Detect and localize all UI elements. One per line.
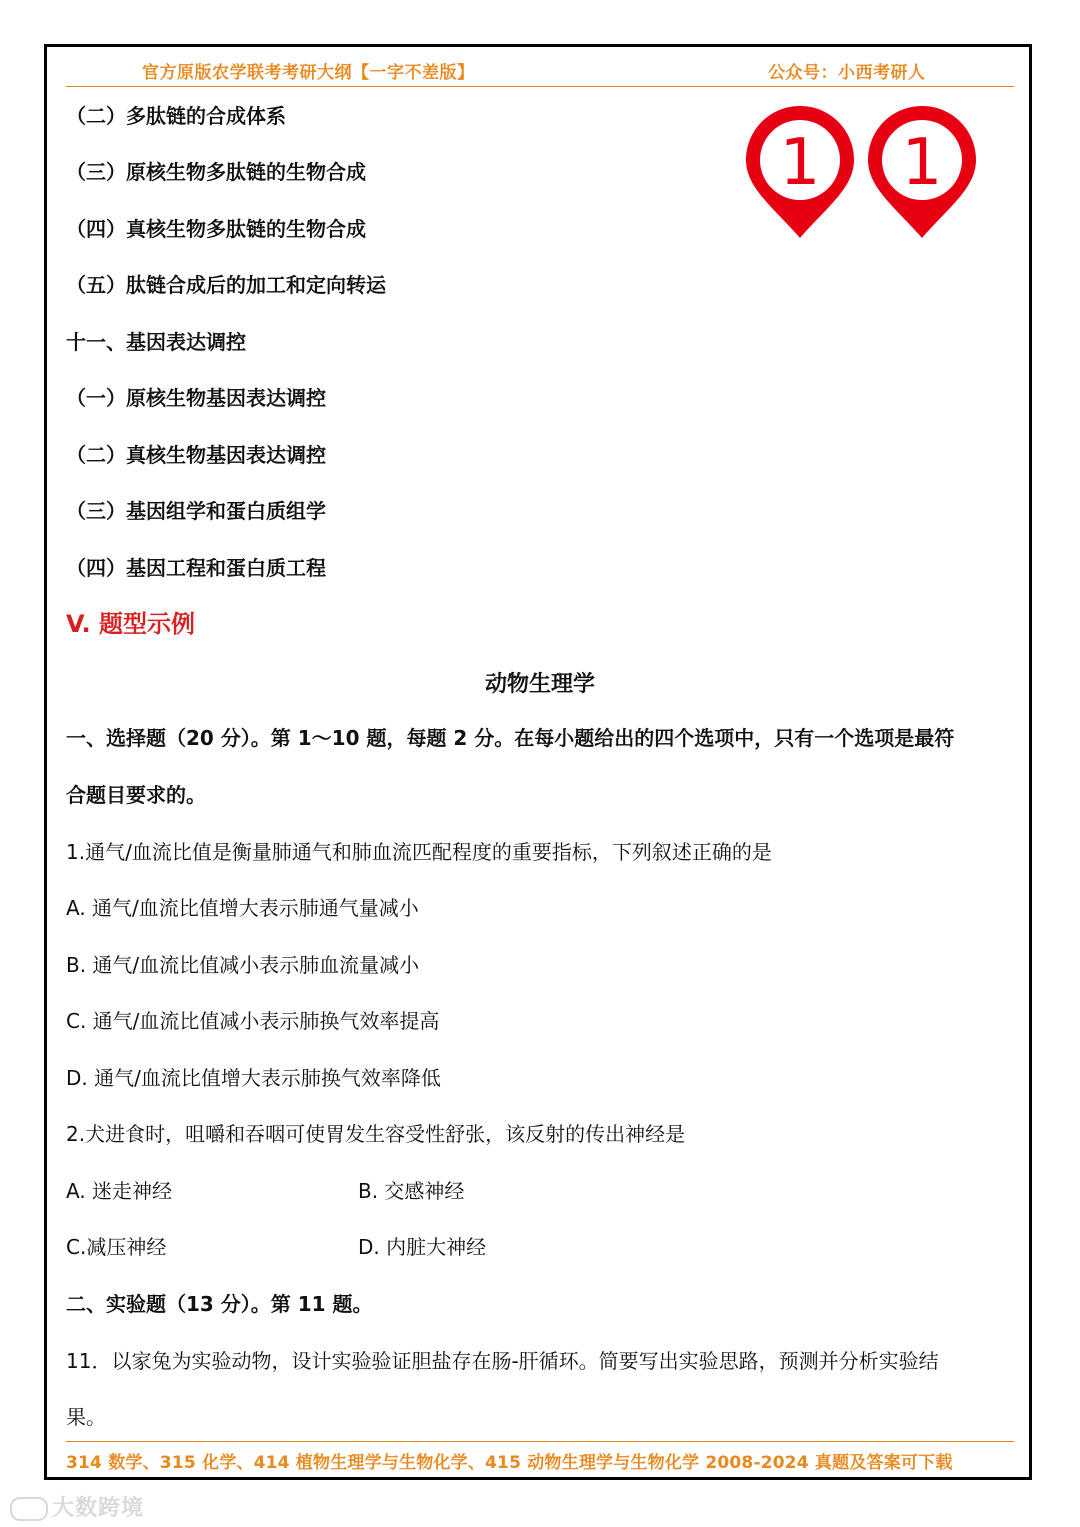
question-stem-cont: 果。 [66, 1405, 106, 1429]
header-divider [66, 86, 1014, 87]
page-border [44, 44, 1032, 1480]
outline-item: （二）真核生物基因表达调控 [66, 443, 326, 467]
outline-item: （三）原核生物多肽链的生物合成 [66, 160, 366, 184]
option-c: C. 通气/血流比值减小表示肺换气效率提高 [66, 1009, 440, 1033]
option-a: A. 通气/血流比值增大表示肺通气量减小 [66, 896, 419, 920]
experiment-heading: 二、实验题（13 分）。第 11 题。 [66, 1292, 373, 1316]
question-stem: 1.通气/血流比值是衡量肺通气和肺血流匹配程度的重要指标，下列叙述正确的是 [66, 840, 772, 864]
watermark-text: 大数跨境 [52, 1496, 145, 1521]
option-d: D. 内脏大神经 [358, 1235, 487, 1259]
pin-number: 1 [901, 126, 943, 200]
outline-item: （五）肽链合成后的加工和定向转运 [66, 273, 386, 297]
section-heading: V. 题型示例 [66, 610, 195, 638]
option-a: A. 迷走神经 [66, 1179, 173, 1203]
outline-item: （三）基因组学和蛋白质组学 [66, 499, 326, 523]
outline-chapter: 十一、基因表达调控 [66, 330, 246, 354]
pin-number: 1 [779, 126, 821, 200]
outline-item: （四）真核生物多肽链的生物合成 [66, 217, 366, 241]
header-title: 官方原版农学联考考研大纲【一字不差版】 [142, 63, 475, 83]
location-pin-icon [868, 106, 976, 238]
location-pins-icon [744, 104, 980, 240]
option-c: C.减压神经 [66, 1235, 167, 1259]
watermark-logo-icon [10, 1497, 48, 1521]
option-b: B. 通气/血流比值减小表示肺血流量减小 [66, 953, 420, 977]
subject-title: 动物生理学 [484, 672, 595, 697]
outline-item: （四）基因工程和蛋白质工程 [66, 556, 326, 580]
header-account: 公众号：小西考研人 [768, 63, 926, 83]
mcq-heading: 一、选择题（20 分）。第 1～10 题，每题 2 分。在每小题给出的四个选项中，只有一个选项是最符 [66, 726, 955, 750]
watermark [10, 1491, 144, 1522]
option-d: D. 通气/血流比值增大表示肺换气效率降低 [66, 1066, 441, 1090]
location-pin-icon [746, 106, 854, 238]
question-stem: 11．以家兔为实验动物，设计实验验证胆盐存在肠-肝循环。简要写出实验思路，预测并分析实验结 [66, 1349, 939, 1373]
outline-item: （一）原核生物基因表达调控 [66, 386, 326, 410]
outline-item: （二）多肽链的合成体系 [66, 104, 286, 128]
mcq-heading-cont: 合题目要求的。 [66, 783, 206, 807]
question-stem: 2.犬进食时，咀嚼和吞咽可使胃发生容受性舒张，该反射的传出神经是 [66, 1122, 686, 1146]
option-b: B. 交感神经 [358, 1179, 465, 1203]
footer-note: 314 数学、315 化学、414 植物生理学与生物化学、415 动物生理学与生物化学 2008-2024 真题及答案可下载 [66, 1453, 953, 1473]
footer-divider [66, 1441, 1014, 1442]
